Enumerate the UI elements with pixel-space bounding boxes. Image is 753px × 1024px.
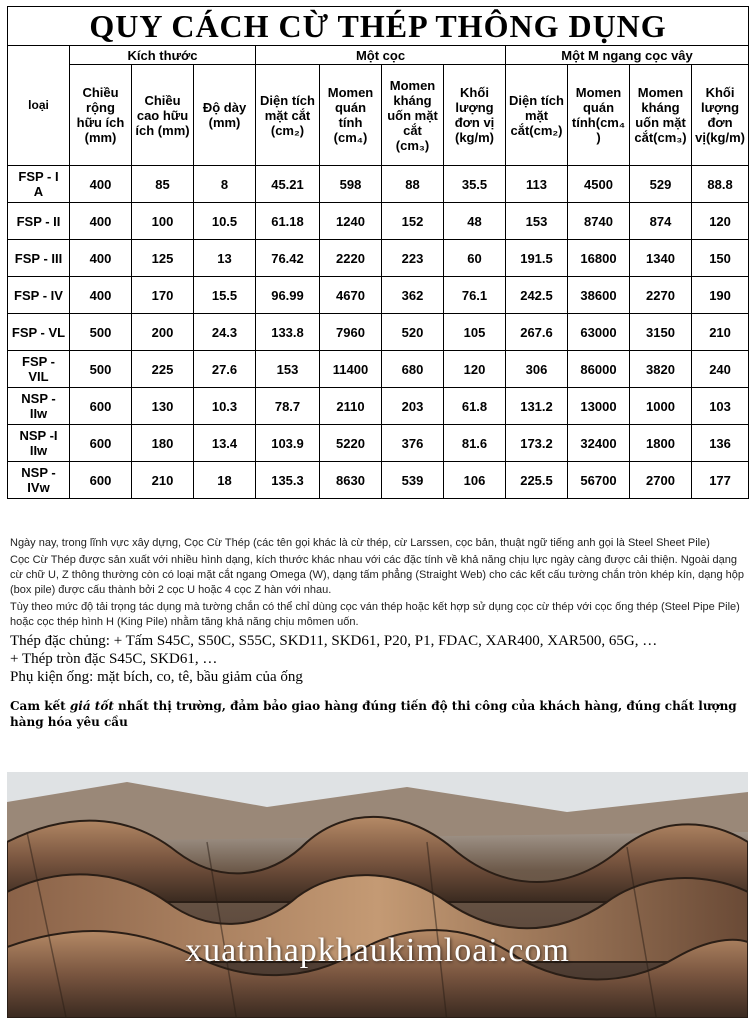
table-cell: 2110 [320,388,382,425]
column-header-line: mặt cắt [264,107,311,123]
column-header-line: Diện tích [509,92,564,108]
table-cell: 8740 [568,203,630,240]
table-cell: 152 [382,203,444,240]
column-header [692,65,749,166]
column-header-line: Chiều [82,85,119,100]
description-block [10,536,745,730]
table-cell: 120 [444,351,506,388]
table-cell: 210 [132,462,194,499]
column-header [630,65,692,166]
table-cell: 15.5 [194,277,256,314]
table-cell: 600 [70,462,132,499]
column-header-line: đơn vị [454,115,495,130]
pile-type-cell [8,166,70,203]
table-cell: 125 [132,240,194,277]
table-cell: 48 [444,203,506,240]
column-header-line: uốn mặt [635,115,686,130]
table-cell: 190 [692,277,749,314]
table-cell: 81.6 [444,425,506,462]
table-cell: 106 [444,462,506,499]
table-cell: 88 [382,166,444,203]
table-cell: 191.5 [506,240,568,277]
column-header-line: cắt(cm₃) [634,130,687,145]
pile-type-line: NSP - [21,391,56,406]
pile-type-line: FSP - [22,354,55,369]
pile-type-line: FSP - VL [11,324,66,340]
table-cell: 32400 [568,425,630,462]
table-cell: 180 [132,425,194,462]
column-header-line: quán [582,100,615,115]
pile-type-cell [8,425,70,462]
table-cell: 105 [444,314,506,351]
table-cell: 18 [194,462,256,499]
intro-paragraph: Ngày nay, trong lĩnh vực xây dựng, Cọc Cừ Thép (các tên gọi khác là cừ thép, cừ Larssen, cọc bản, thuật ngữ tiếng anh gọi là Steel Sheet Pile) [10,537,710,549]
table-cell: 135.3 [256,462,320,499]
column-header [506,65,568,166]
column-header-line: (kg/m) [455,130,494,145]
table-cell: 529 [630,166,692,203]
table-cell: 16800 [568,240,630,277]
column-header [568,65,630,166]
table-cell: 10.3 [194,388,256,425]
pile-type-cell [8,314,70,351]
table-cell: 376 [382,425,444,462]
table-cell: 11400 [320,351,382,388]
column-header-line: cao hữu [136,107,189,123]
column-header [444,65,506,166]
table-cell: 76.1 [444,277,506,314]
table-cell: 76.42 [256,240,320,277]
column-header-line: ích (mm) [135,122,190,138]
table-cell: 362 [382,277,444,314]
table-cell: 153 [506,203,568,240]
table-cell: 200 [132,314,194,351]
table-cell: 225.5 [506,462,568,499]
column-header-line: Khối [705,85,735,100]
table-cell: 170 [132,277,194,314]
column-header-line: uốn mặt [387,107,438,123]
table-row [8,314,749,351]
table-cell: 177 [692,462,749,499]
column-header [194,65,256,166]
table-cell: 242.5 [506,277,568,314]
table-cell: 3150 [630,314,692,351]
table-cell: 500 [70,314,132,351]
pile-type-line: FSP - III [14,250,63,266]
table-cell: 13000 [568,388,630,425]
table-cell: 520 [382,314,444,351]
column-header-line: Chiều [144,92,181,108]
table-cell: 153 [256,351,320,388]
table-cell: 103.9 [256,425,320,462]
table-cell: 96.99 [256,277,320,314]
column-header-line: kháng [641,100,680,115]
table-cell: 38600 [568,277,630,314]
column-header-line: Momen [389,77,436,93]
round-steel-line: + Thép tròn đặc S45C, SKD61, … [10,651,218,667]
table-cell: 113 [506,166,568,203]
type-header: loại [8,46,70,166]
table-cell: 600 [70,388,132,425]
table-row [8,425,749,462]
page-title: QUY CÁCH CỪ THÉP THÔNG DỤNG [8,7,749,46]
table-cell: 8 [194,166,256,203]
column-header-line: (cm₂) [270,122,305,138]
table-cell: 400 [70,277,132,314]
special-steel-line: Thép đặc chủng: + Tấm S45C, S50C, S55C, SKD11, SKD61, P20, P1, FDAC, XAR400, XAR500, 65G, … [10,633,658,649]
column-header-line: vị(kg/m) [695,130,745,145]
pile-type-line: FSP - I [18,169,59,184]
table-cell: 2270 [630,277,692,314]
pile-type-line: NSP -I [19,428,58,443]
table-cell: 63000 [568,314,630,351]
column-header-line: ) [596,130,601,145]
table-cell: 8630 [320,462,382,499]
column-header [382,65,444,166]
table-cell: 267.6 [506,314,568,351]
pile-type-line: NSP - [21,465,56,480]
commitment-paragraph: Cam kết giá tốt nhất thị trường, đảm bảo giao hàng đúng tiến độ thi công của khách hàng, đúng chất lượng hàng hóa yêu cầu [10,699,737,729]
column-header-line: Momen [327,85,374,100]
column-header-line: mặt [524,107,549,123]
table-cell: 2700 [630,462,692,499]
pile-type-cell [8,351,70,388]
column-header-line: cắt(cm₂) [510,122,563,138]
website-watermark: xuatnhapkhaukimloai.com [185,932,570,969]
table-cell: 306 [506,351,568,388]
table-cell: 400 [70,166,132,203]
column-header-line: Momen [575,85,622,100]
table-cell: 500 [70,351,132,388]
table-cell: 680 [382,351,444,388]
table-cell: 223 [382,240,444,277]
column-header-line: cắt [403,122,422,138]
pile-type-line: IIw [29,406,48,421]
table-cell: 45.21 [256,166,320,203]
spec-table [7,6,749,499]
table-cell: 86000 [568,351,630,388]
table-cell: 24.3 [194,314,256,351]
table-cell: 225 [132,351,194,388]
pile-type-line: FSP - II [16,213,61,229]
table-cell: 203 [382,388,444,425]
table-cell: 2220 [320,240,382,277]
table-cell: 13 [194,240,256,277]
group-header-per-meter-wall: Một M ngang cọc vây [506,46,749,65]
pile-type-line: A [33,184,44,199]
table-cell: 130 [132,388,194,425]
table-row [8,388,749,425]
table-cell: 13.4 [194,425,256,462]
pile-type-cell [8,462,70,499]
table-body [8,166,749,499]
column-header-line: (cm₄) [333,130,368,145]
table-cell: 4500 [568,166,630,203]
column-header-line: lượng [700,100,740,115]
table-cell: 103 [692,388,749,425]
shapes-paragraph: Cọc Cừ Thép được sản xuất với nhiều hình dạng, kích thước khác nhau với các đặc tính về khả năng chịu lực ngày càng được cải thiện. Ngoài dạng cừ chữ U, Z thông thường còn có loại mặt cắt ngang Omega (W), dạng tấm phẳng (Straight Web) cho các kết cấu tường chắn tròn khép kín, dạng hộp (box pile) được cấu thành bởi 2 cọc U hoặc 4 cọc Z hàn với nhau. [10,554,745,596]
column-header [256,65,320,166]
pile-type-cell [8,277,70,314]
table-cell: 240 [692,351,749,388]
table-cell: 400 [70,240,132,277]
column-header-line: (mm) [84,130,117,145]
table-cell: 1000 [630,388,692,425]
column-header-line: (mm) [208,115,241,130]
column-header-line: quán [334,100,367,115]
column-header [132,65,194,166]
table-row [8,351,749,388]
pipe-accessories-line: Phụ kiện ống: mặt bích, co, tê, bầu giảm của ống [10,669,303,685]
pile-type-line: VIL [28,369,49,384]
table-row [8,277,749,314]
table-cell: 27.6 [194,351,256,388]
table-cell: 136 [692,425,749,462]
pile-type-line: IVw [27,480,50,495]
column-header-line: lượng [455,100,494,115]
column-header-line: (cm₃) [395,137,430,153]
table-cell: 4670 [320,277,382,314]
column-header-line: đơn [707,115,733,130]
table-cell: 3820 [630,351,692,388]
table-cell: 7960 [320,314,382,351]
usage-paragraph: Tùy theo mức độ tải trọng tác dụng mà tường chắn có thể chỉ dùng cọc ván thép hoặc kết hợp sử dụng cọc cừ thép với cọc ống thép (Steel Pipe Pile) hoặc cọc thép hình H (King Pile) nhằm tăng khả năng chịu mômen uốn. [10,601,740,628]
sheet-pile-illustration [7,772,748,1018]
table-cell: 400 [70,203,132,240]
table-cell: 56700 [568,462,630,499]
table-cell: 88.8 [692,166,749,203]
column-header-line: tính(cm₄ [571,115,626,130]
sub-header-row [8,65,749,166]
table-row [8,462,749,499]
table-cell: 874 [630,203,692,240]
column-header-line: Khối [460,85,489,100]
column-header-line: Độ dày [202,100,247,115]
column-header-line: kháng [393,92,432,108]
pile-type-line: IIw [29,443,48,458]
table-cell: 61.8 [444,388,506,425]
table-cell: 131.2 [506,388,568,425]
table-cell: 5220 [320,425,382,462]
table-cell: 100 [132,203,194,240]
table-cell: 133.8 [256,314,320,351]
group-header-row [8,46,749,65]
group-header-dimensions: Kích thước [70,46,256,65]
column-header-line: Diện tích [260,92,315,108]
table-cell: 10.5 [194,203,256,240]
table-cell: 35.5 [444,166,506,203]
table-cell: 85 [132,166,194,203]
table-cell: 78.7 [256,388,320,425]
table-cell: 1240 [320,203,382,240]
column-header-line: hữu ích [76,115,125,130]
table-cell: 1800 [630,425,692,462]
pile-type-cell [8,388,70,425]
column-header-line: tính [338,115,363,130]
table-cell: 598 [320,166,382,203]
table-cell: 600 [70,425,132,462]
table-cell: 60 [444,240,506,277]
table-cell: 120 [692,203,749,240]
column-header-line: Momen [637,85,684,100]
table-row [8,166,749,203]
table-cell: 173.2 [506,425,568,462]
table-cell: 150 [692,240,749,277]
column-header [320,65,382,166]
table-row [8,203,749,240]
table-cell: 61.18 [256,203,320,240]
table-cell: 210 [692,314,749,351]
table-cell: 1340 [630,240,692,277]
column-header-line: rộng [86,100,115,115]
table-cell: 539 [382,462,444,499]
pile-type-cell [8,203,70,240]
group-header-single-pile: Một cọc [256,46,506,65]
table-row [8,240,749,277]
pile-type-line: FSP - IV [14,287,63,303]
column-header [70,65,132,166]
pile-type-cell [8,240,70,277]
sheet-pile-photo [7,772,748,1018]
